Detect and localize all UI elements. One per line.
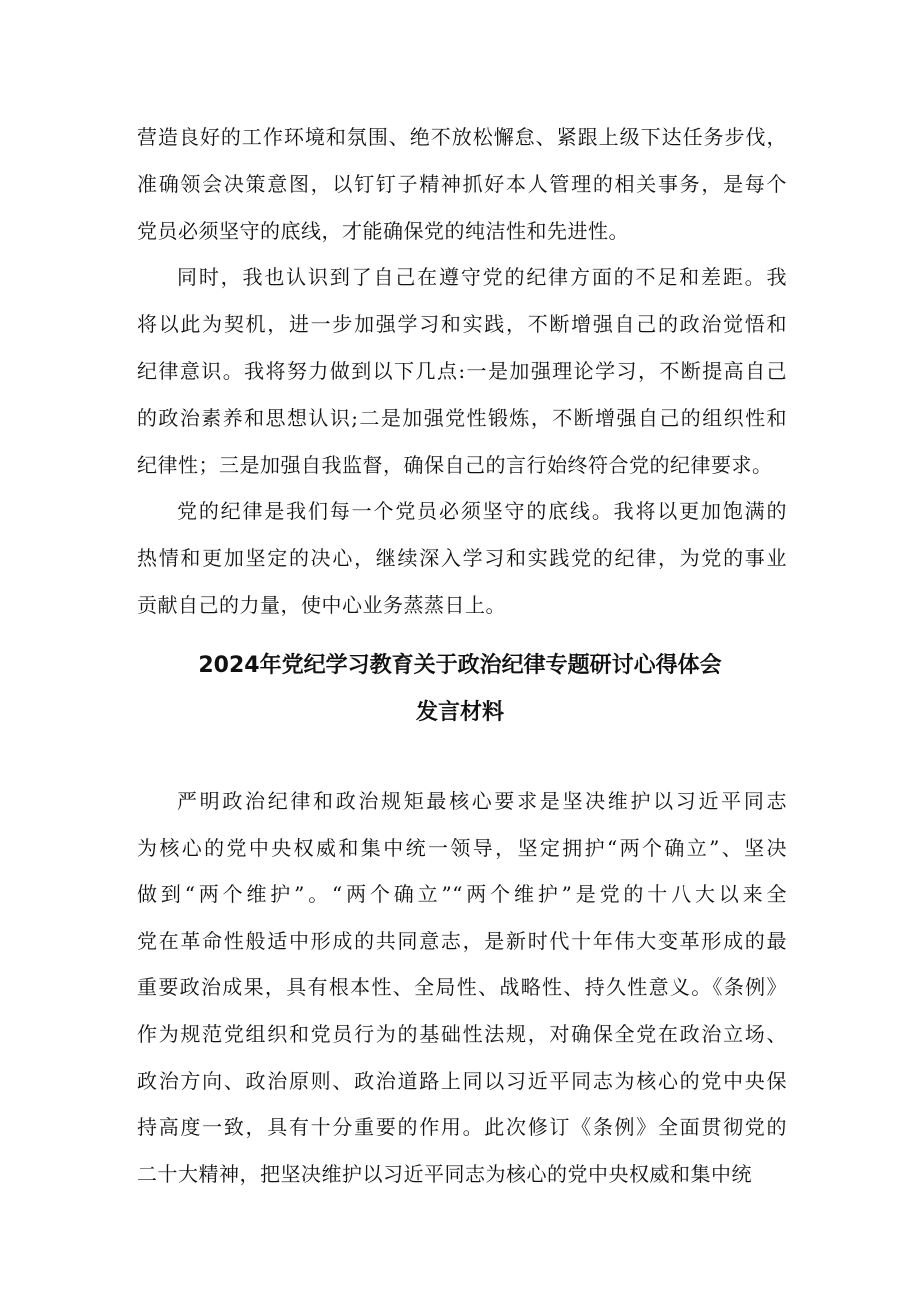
article-title-line-1: 2024年党纪学习教育关于政治纪律专题研讨心得体会 xyxy=(198,653,722,678)
paragraph-line: 同时，我也认识到了自己在遵守党的纪律方面的不足和差距。我 xyxy=(177,265,787,290)
paragraph-line: 纪律意识。我将努力做到以下几点:一是加强理论学习，不断提高自己 xyxy=(137,359,787,383)
paragraph-line: 严明政治纪律和政治规矩最核心要求是坚决维护以习近平同志 xyxy=(177,789,787,813)
article-title-line-2: 发言材料 xyxy=(415,700,504,725)
paragraph-line: 做到“两个维护”。“两个确立”“两个维护”是党的十八大以来全 xyxy=(137,882,787,907)
paragraph-line: 党员必须坚守的底线，才能确保党的纯洁性和先进性。 xyxy=(137,218,629,243)
paragraph-line: 将以此为契机，进一步加强学习和实践，不断增强自己的政治觉悟和 xyxy=(137,312,787,337)
paragraph-line: 二十大精神，把坚决维护以习近平同志为核心的党中央权威和集中统 xyxy=(137,1161,752,1186)
paragraph-line: 作为规范党组织和党员行为的基础性法规，对确保全党在政治立场、 xyxy=(137,1022,787,1046)
paragraph-line: 纪律性；三是加强自我监督，确保自己的言行始终符合党的纪律要求。 xyxy=(137,452,773,477)
paragraph-line: 党在革命性般适中形成的共同意志，是新时代十年伟大变革形成的最 xyxy=(137,928,787,953)
paragraph-line: 党的纪律是我们每一个党员必须坚守的底线。我将以更加饱满的 xyxy=(177,499,787,524)
paragraph-line: 营造良好的工作环境和氛围、绝不放松懈怠、紧跟上级下达任务步伐， xyxy=(137,125,787,149)
paragraph-line: 政治方向、政治原则、政治道路上同以习近平同志为核心的党中央保 xyxy=(137,1068,787,1093)
paragraph-line: 准确领会决策意图，以钉钉子精神抓好本人管理的相关事务，是每个 xyxy=(137,171,787,196)
paragraph-line: 重要政治成果，具有根本性、全局性、战略性、持久性意义。《条例》 xyxy=(137,975,787,1000)
paragraph-line: 为核心的党中央权威和集中统一领导，坚定拥护“两个确立”、坚决 xyxy=(137,835,787,860)
paragraph-line: 贡献自己的力量，使中心业务蒸蒸日上。 xyxy=(137,593,506,617)
paragraph-line: 持高度一致，具有十分重要的作用。此次修订《条例》全面贯彻党的 xyxy=(137,1115,787,1140)
paragraph-line: 的政治素养和思想认识;二是加强党性锻炼，不断增强自己的组织性和 xyxy=(137,405,787,430)
paragraph-line: 热情和更加坚定的决心，继续深入学习和实践党的纪律，为党的事业 xyxy=(137,546,787,571)
